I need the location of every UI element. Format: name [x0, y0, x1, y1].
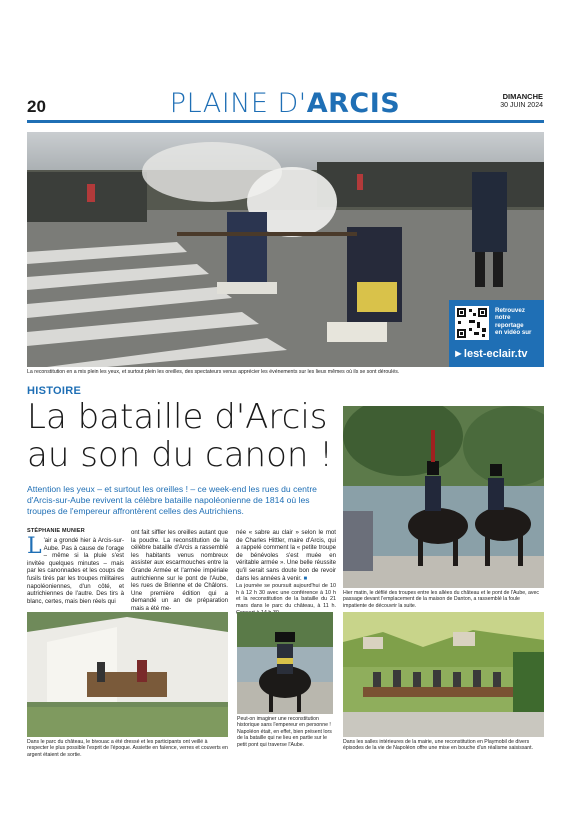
- qr-code-icon: [455, 306, 489, 340]
- article-headline: La bataille d'Arcis au son du canon !: [27, 397, 333, 475]
- article-kicker: HISTOIRE: [27, 385, 82, 397]
- issue-date: DIMANCHE 30 JUIN 2024: [500, 92, 543, 109]
- article-lede: Attention les yeux – et surtout les oreilles ! – ce week-end les rues du centre d'Arcis-sur-Aube revivent la célèbre bataille napoléonienne de 1814 où les troupes de l'empereur affrontèrent celles des Autrichiens.: [27, 484, 317, 516]
- top-photo-caption: La reconstitution en a mis plein les yeux, et surtout plein les oreilles, des spectateurs venus apprécier les événements sur les lieux mêmes où ils se sont déroulés.: [27, 369, 400, 375]
- video-promo[interactable]: [449, 300, 544, 367]
- article-author: STÉPHANIE MUNIER: [27, 528, 85, 534]
- promo-site: ►lest-eclair.tv: [453, 348, 528, 360]
- page-number: 20: [27, 97, 46, 116]
- end-mark-icon: ■: [303, 574, 308, 582]
- article-column-3: née « sabre au clair » selon le mot de Charles Hittler, maire d'Arcis, qui a rappelé comment la « petite troupe de bénévoles s'est muée en véritable armée ». Une belle réussite qu'il serait sans doute bon de revoir dans les années à venir. ■ La journée se poursuit aujourd'hui de 10 h à 12 h 30 avec une conférence à 10 h et la reconstitution de la bataille du 21 mars dans le parc du château, à 11 h.: [236, 529, 336, 609]
- playmobil-caption: Dans les salles intérieures de la mairie, une reconstitution en Playmobil de divers épisodes de la vie de Napoléon offre une mise en bouche d'un réalisme saisissant.: [343, 739, 534, 752]
- napoleon-photo: [237, 612, 333, 714]
- bivouac-photo: [27, 612, 228, 737]
- article-column-2: ont fait siffler les oreilles autant que la poudre. La reconstitution de la célèbre bataille d'Arcis a rassemblé les habitants venus nombreux assister aux escarmouches entre la Grande Armée et l'armée impériale autrichienne sur le pont de l'Aube, les rues de Brienne et de Châlons. Une première édition qui a demandé un an de préparation mais a été me-: [131, 529, 228, 612]
- article-column-1: L 'air a grondé hier à Arcis-sur-Aube. Pas à cause de l'orage – même si la pluie s'est invitée quelques minutes – mais par les canonnades et les coups de fusils tirés par les troupes militaires napoléoniennes, d'un côté, et autrichiennes de l'autre. Des tirs à blanc, certes, mais bien réels qui: [27, 534, 124, 605]
- playmobil-photo: [343, 612, 544, 737]
- section-title: PLAINE D'ARCIS: [169, 88, 401, 119]
- parade-caption: Hier matin, le défilé des troupes entre les allées du château et le pont de l'Aube, avec passage devant l'emplacement de la maison de Danton, a rassemblé la foule impatiente de découvrir la suite.: [343, 590, 539, 609]
- drop-cap: L: [27, 534, 42, 559]
- napoleon-caption: Peut-on imaginer une reconstitution historique sans l'empereur en personne ! Napoléon était, en effet, bien présent lors de la bataille qui ne lieu en partie sur le petit pont qui traverse l'Aube.: [237, 716, 332, 748]
- battle-photo: [27, 132, 544, 367]
- parade-photo: [343, 406, 544, 588]
- promo-text: Retrouvez notre reportage en vidéo sur: [495, 307, 532, 337]
- bivouac-caption: Dans le parc du château, le bivouac a été dressé et les participants ont veillé à respecter le plus possible l'esprit de l'époque. Assiette en faïence, verres et couverts en argent étaient de sortie.: [27, 739, 228, 758]
- play-icon: ►: [453, 348, 464, 360]
- header-rule: [27, 120, 544, 123]
